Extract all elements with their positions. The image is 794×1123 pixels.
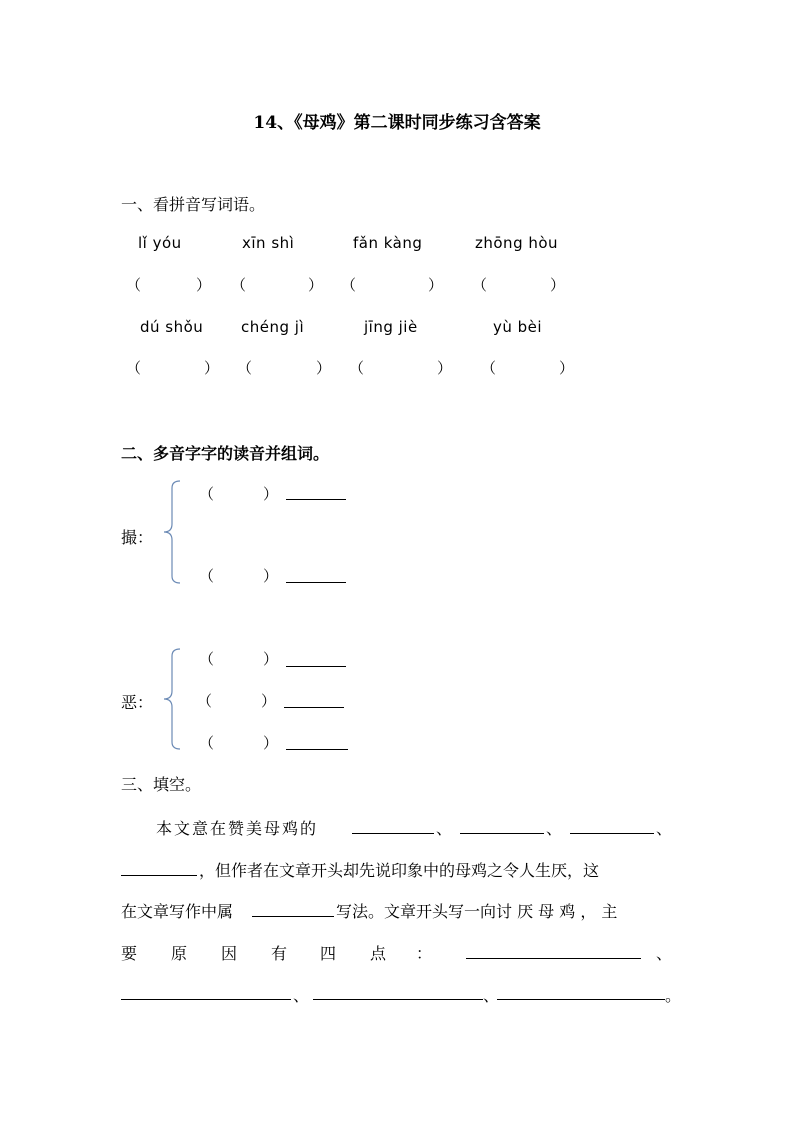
- answer-blank[interactable]: [460, 833, 544, 834]
- answer-paren-open: （: [481, 359, 497, 377]
- answer-paren-close: ）: [437, 359, 453, 377]
- answer-blank[interactable]: [352, 833, 434, 834]
- section3-heading: 三、填空。: [121, 775, 202, 794]
- answer-blank[interactable]: [284, 707, 344, 708]
- answer-paren-close: ）: [261, 692, 277, 710]
- pinyin-du-shou: dú shǒu: [140, 318, 204, 336]
- separator: 、: [436, 819, 453, 838]
- fill-text: ：: [416, 944, 433, 963]
- answer-blank[interactable]: [121, 999, 291, 1000]
- answer-paren-open: （: [472, 276, 488, 294]
- answer-blank[interactable]: [570, 833, 654, 834]
- fill-text: 点: [370, 944, 387, 963]
- section2-heading: 二、多音字字的读音并组词。: [121, 444, 330, 463]
- fill-text: ，但作者在文章开头却先说印象中的母鸡之令人生厌，这: [199, 861, 600, 880]
- fill-text: 写法。文章开头写一向讨 厌 母 鸡 ， 主: [336, 902, 618, 921]
- answer-paren-close: ）: [204, 359, 220, 377]
- separator: 、: [546, 819, 563, 838]
- answer-paren-open: （: [126, 276, 142, 294]
- pinyin-fan-kang: fǎn kàng: [353, 234, 423, 252]
- brace-cuo: [160, 478, 184, 586]
- answer-blank[interactable]: [313, 999, 483, 1000]
- brace-e: [160, 646, 184, 752]
- answer-blank[interactable]: [252, 916, 334, 917]
- answer-blank[interactable]: [497, 999, 665, 1000]
- answer-paren-open: （: [126, 359, 142, 377]
- answer-paren-open: （: [349, 359, 365, 377]
- separator: 、: [293, 986, 310, 1005]
- answer-paren-open: （: [231, 276, 247, 294]
- answer-paren-open: （: [199, 734, 215, 752]
- answer-paren-close: ）: [550, 276, 566, 294]
- answer-paren-close: ）: [428, 276, 444, 294]
- pinyin-yu-bei: yù bèi: [493, 318, 543, 336]
- answer-blank[interactable]: [286, 582, 346, 583]
- separator: 、: [656, 944, 673, 963]
- char-e: 恶：: [121, 693, 154, 712]
- pinyin-cheng-ji: chéng jì: [241, 318, 305, 336]
- answer-paren-close: ）: [263, 567, 279, 585]
- answer-paren-open: （: [341, 276, 357, 294]
- answer-paren-open: （: [199, 567, 215, 585]
- answer-paren-close: ）: [196, 276, 212, 294]
- fill-text: 因: [221, 944, 238, 963]
- char-cuo: 撮：: [121, 528, 154, 547]
- answer-blank[interactable]: [286, 749, 348, 750]
- end-period: 。: [665, 986, 682, 1005]
- pinyin-zhong-hou: zhōng hòu: [475, 234, 559, 252]
- separator: 、: [483, 986, 500, 1005]
- section1-heading: 一、看拼音写词语。: [121, 195, 266, 214]
- answer-blank[interactable]: [466, 958, 641, 959]
- answer-blank[interactable]: [286, 666, 346, 667]
- fill-text: 原: [171, 944, 188, 963]
- fill-text: 本文意在赞美母鸡的: [156, 819, 319, 838]
- answer-paren-open: （: [197, 692, 213, 710]
- answer-paren-open: （: [199, 485, 215, 503]
- answer-paren-close: ）: [559, 359, 575, 377]
- answer-paren-close: ）: [316, 359, 332, 377]
- pinyin-jing-jie: jīng jiè: [364, 318, 418, 336]
- pinyin-li-you: lǐ yóu: [138, 234, 182, 252]
- answer-paren-close: ）: [308, 276, 324, 294]
- answer-paren-close: ）: [263, 485, 279, 503]
- answer-paren-open: （: [237, 359, 253, 377]
- page-title: 14、《母鸡》第二课时同步练习含答案: [253, 113, 541, 133]
- answer-blank[interactable]: [121, 875, 197, 876]
- fill-text: 要: [121, 944, 138, 963]
- fill-text: 在文章写作中属: [121, 902, 234, 921]
- answer-paren-close: ）: [263, 734, 279, 752]
- pinyin-xin-shi: xīn shì: [242, 234, 295, 252]
- answer-paren-close: ）: [263, 650, 279, 668]
- answer-blank[interactable]: [286, 499, 346, 500]
- separator: 、: [656, 819, 673, 838]
- answer-paren-open: （: [199, 650, 215, 668]
- fill-text: 四: [320, 944, 337, 963]
- fill-text: 有: [271, 944, 288, 963]
